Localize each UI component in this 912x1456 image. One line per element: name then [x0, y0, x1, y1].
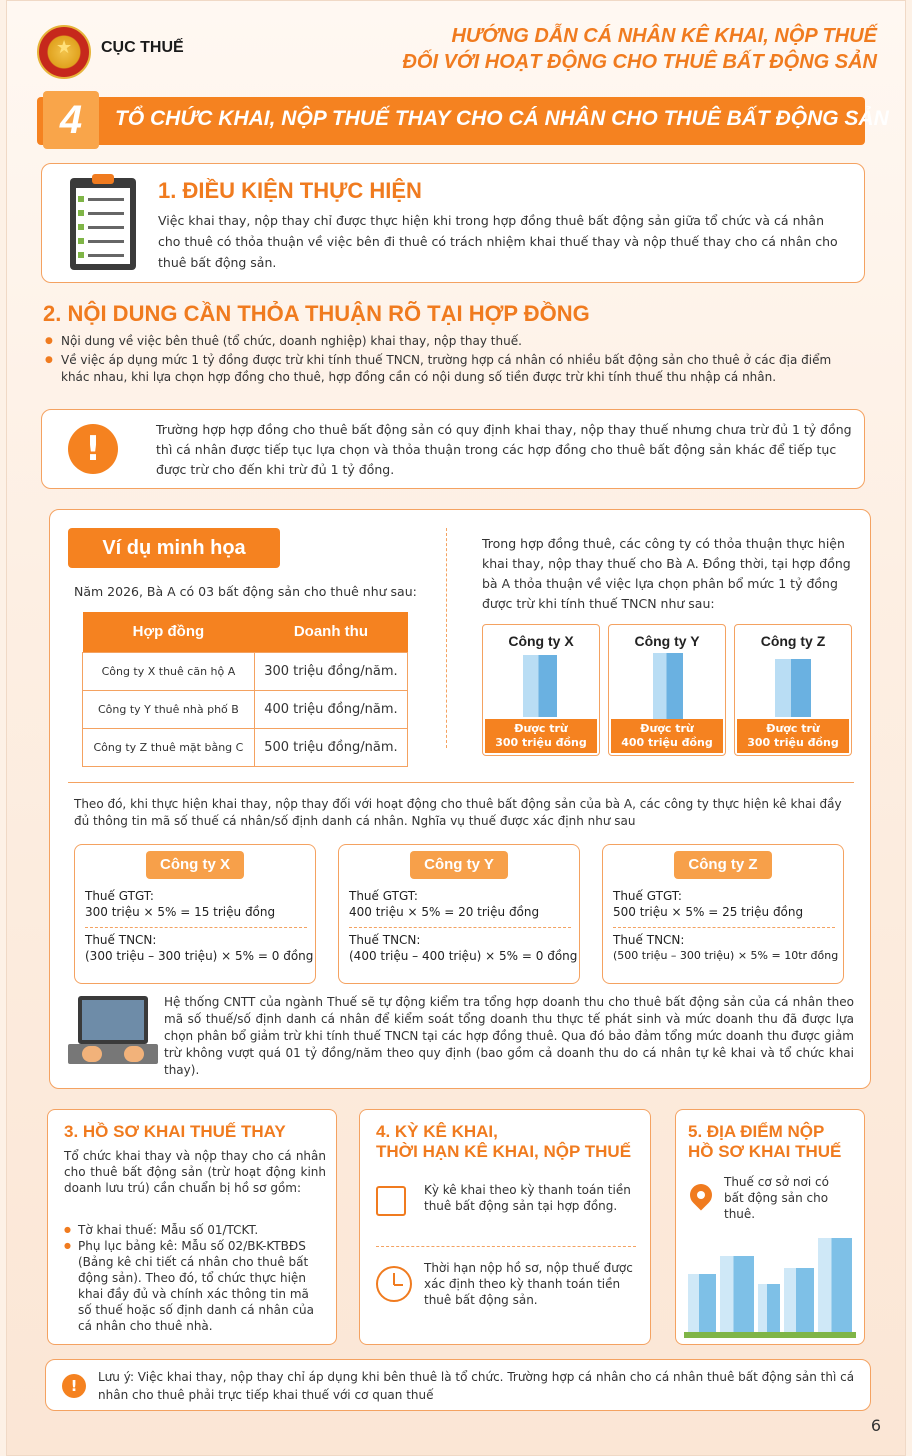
clock-icon	[376, 1266, 412, 1302]
table-row	[83, 652, 408, 690]
building-icon	[775, 659, 811, 717]
conditions-title: 1. ĐIỀU KIỆN THỰC HIỆN	[158, 178, 422, 203]
table-header-row	[83, 612, 408, 652]
page-number: 6	[870, 1416, 881, 1435]
section-title: TỔ CHỨC KHAI, NỘP THUẾ THAY CHO CÁ NHÂN CHO THUÊ BẤT ĐỘNG SẢN	[115, 107, 889, 130]
table-header: Hợp đồng	[83, 612, 255, 652]
section-banner	[37, 97, 889, 145]
revenue-cell: 400 triệu đồng/năm.	[254, 690, 407, 728]
pit-label: Thuế TNCN:	[85, 933, 157, 947]
tax-box	[74, 844, 316, 984]
tax-box-tag: Công ty Y	[410, 851, 508, 879]
clipboard-icon	[70, 178, 136, 270]
list-item: ● Nội dung về việc bên thuê (tổ chức, doanh nghiệp) khai thay, nộp thay thuế.	[43, 333, 863, 350]
contract-content-title: 2. NỘI DUNG CẦN THỎA THUẬN RÕ TẠI HỢP ĐỒNG	[43, 301, 590, 326]
revenue-table	[82, 612, 408, 767]
warning-box	[41, 409, 865, 489]
vat-value: 400 triệu × 5% = 20 triệu đồng	[349, 905, 540, 919]
section-number: 4	[43, 91, 99, 149]
pit-value: (400 triệu – 400 triệu) × 5% = 0 đồng	[349, 949, 578, 963]
list-item: ● Tờ khai thuế: Mẫu số 01/TCKT.	[64, 1222, 326, 1238]
warning-text: Trường hợp hợp đồng cho thuê bất động sản có quy định khai thay, nộp thay thuế nhưng chưa trừ đủ 1 tỷ đồng thì cá nhân được tiếp tục lựa chọn và thỏa thuận trong các hợp đồng cho thuê bất động sản khác để tiếp tục được trừ cho đến khi trừ đủ 1 tỷ đồng.	[156, 422, 852, 477]
filing-period-card	[359, 1109, 651, 1345]
dossier-intro: Tổ chức khai thay và nộp thay cho cá nhân cho thuê bất động sản (trừ hoạt động kinh doanh lưu trú) cần chuẩn bị hồ sơ gồm:	[64, 1149, 326, 1195]
filing-location-text: Thuế cơ sở nơi có bất động sản cho thuê.	[724, 1175, 829, 1221]
document-title	[402, 23, 877, 75]
deduction-label: Được trừ 300 triệu đồng	[737, 719, 849, 753]
dossier-list	[64, 1222, 326, 1334]
company-name: Công ty X	[508, 633, 574, 649]
table-header: Doanh thu	[254, 612, 407, 652]
company-name: Công ty Y	[634, 633, 700, 649]
city-buildings-icon	[684, 1234, 856, 1334]
example-intro: Năm 2026, Bà A có 03 bất động sản cho thuê như sau:	[74, 584, 417, 599]
vat-value: 300 triệu × 5% = 15 triệu đồng	[85, 905, 276, 919]
pit-label: Thuế TNCN:	[349, 933, 421, 947]
note-text: Lưu ý: Việc khai thay, nộp thay chỉ áp dụng khi bên thuê là tổ chức. Trường hợp cá nhân cho cá nhân thuê bất động sản thì cá nhân cho thuê phải trực tiếp khai thuế với cơ quan thuế	[98, 1370, 855, 1402]
filing-location-title-line1: 5. ĐỊA ĐIỂM NỘP	[688, 1122, 825, 1141]
divider	[376, 1246, 636, 1247]
deduction-label: Được trừ 400 triệu đồng	[611, 719, 723, 753]
tax-box-tag: Công ty Z	[674, 851, 772, 879]
table-row	[83, 728, 408, 766]
exclamation-icon: !	[68, 424, 118, 474]
company-card	[734, 624, 852, 756]
exclamation-icon: !	[62, 1374, 86, 1398]
it-system-text: Hệ thống CNTT của ngành Thuế sẽ tự động kiểm tra tổng hợp doanh thu cho thuê bất động sản của cá nhân theo mã số thuế/số định danh cá nhân để kiểm soát tổng doanh thu thực tế phát sinh và mức doanh thu đã được lựa chọn phân bổ giảm trừ khi tính thuế TNCN tại các hợp đồng thuê. Qua đó bảo đảm tổng mức doanh thu được giảm trừ không vượt quá 01 tỷ đồng/năm theo quy định (bao gồm cả doanh thu do cá nhân tự kê khai và tổ chức khai thay).	[164, 995, 854, 1077]
dossier-card	[47, 1109, 337, 1345]
filing-period-title-line2: THỜI HẠN KÊ KHAI, NỘP THUẾ	[376, 1142, 632, 1161]
deadline-text: Thời hạn nộp hồ sơ, nộp thuế được xác định theo kỳ thanh toán tiền thuê bất động sản.	[424, 1261, 633, 1307]
revenue-cell: 500 triệu đồng/năm.	[254, 728, 407, 766]
filing-location-title-line2: HỒ SƠ KHAI THUẾ	[688, 1142, 842, 1161]
conditions-body: Việc khai thay, nộp thay chỉ được thực hiện khi trong hợp đồng thuê bất động sản giữa tổ chức và cá nhân cho thuê có thỏa thuận về việc bên đi thuê có trách nhiệm khai thuế thay và nộp thuế thay cho cá nhân cho thuê bất động sản.	[158, 213, 838, 270]
filing-location-card	[675, 1109, 865, 1345]
vat-value: 500 triệu × 5% = 25 triệu đồng	[613, 905, 804, 919]
document-title-line1: HƯỚNG DẪN CÁ NHÂN KÊ KHAI, NỘP THUẾ	[451, 25, 877, 47]
vat-label: Thuế GTGT:	[613, 889, 682, 903]
document-title-line2: ĐỐI VỚI HOẠT ĐỘNG CHO THUÊ BẤT ĐỘNG SẢN	[402, 51, 877, 73]
calendar-icon	[376, 1186, 406, 1216]
tax-box	[602, 844, 844, 984]
deduction-label: Được trừ 300 triệu đồng	[485, 719, 597, 753]
example-note: Theo đó, khi thực hiện khai thay, nộp thay đối với hoạt động cho thuê bất động sản của bà A, các công ty thực hiện kê khai đầy đủ thông tin mã số thuế cá nhân/số định danh cá nhân. Nghĩa vụ thuế được xác định như sau	[74, 797, 842, 828]
vat-label: Thuế GTGT:	[349, 889, 418, 903]
company-card	[482, 624, 600, 756]
national-emblem-icon: ★	[37, 25, 91, 79]
divider	[446, 528, 447, 748]
tax-box-tag: Công ty X	[146, 851, 244, 879]
building-icon	[523, 655, 557, 717]
example-badge: Ví dụ minh họa	[68, 528, 280, 568]
filing-period-title-line1: 4. KỲ KÊ KHAI,	[376, 1122, 498, 1141]
revenue-cell: 300 triệu đồng/năm.	[254, 652, 407, 690]
pit-label: Thuế TNCN:	[613, 933, 685, 947]
table-row	[83, 690, 408, 728]
conditions-card	[41, 163, 865, 283]
list-item: ● Phụ lục bảng kê: Mẫu số 02/BK-KTBĐS (Bảng kê chi tiết cá nhân cho thuê bất động sản). Theo đó, tổ chức thực hiện khai đầy đủ và chính xác thông tin mã số thuế hoặc số định danh cá nhân của cá nhân cho thuê nhà.	[64, 1238, 326, 1334]
company-card	[608, 624, 726, 756]
divider	[68, 782, 854, 783]
vat-label: Thuế GTGT:	[85, 889, 154, 903]
building-icon	[653, 653, 683, 719]
example-card	[49, 509, 871, 1089]
tax-box	[338, 844, 580, 984]
contract-cell: Công ty Z thuê mặt bằng C	[83, 728, 255, 766]
contract-content-list	[43, 333, 863, 388]
contract-cell: Công ty X thuê căn hộ A	[83, 652, 255, 690]
header	[37, 23, 877, 83]
pit-value: (300 triệu – 300 triệu) × 5% = 0 đồng	[85, 949, 314, 963]
location-pin-icon	[685, 1179, 716, 1210]
laptop-icon	[68, 996, 158, 1076]
brand-name: CỤC THUẾ	[101, 39, 184, 56]
list-item: ● Về việc áp dụng mức 1 tỷ đồng được trừ khi tính thuế TNCN, trường hợp cá nhân có nhiều bất động sản cho thuê ở các địa điểm khác nhau, khi lựa chọn hợp đồng cho thuê, hợp đồng cần có nội dung số tiền được trừ khi tính thuế thu nhập cá nhân.	[43, 352, 863, 386]
page	[6, 0, 906, 1456]
company-name: Công ty Z	[760, 633, 826, 649]
filing-period-text: Kỳ kê khai theo kỳ thanh toán tiền thuê bất động sản tại hợp đồng.	[424, 1183, 631, 1213]
note-box	[45, 1359, 871, 1411]
example-agreement-text: Trong hợp đồng thuê, các công ty có thỏa thuận thực hiện khai thay, nộp thay thuế cho Bà A. Đồng thời, tại hợp đồng bà A thỏa thuận về việc lựa chọn phân bổ mức 1 tỷ đồng được trừ khi tính thuế TNCN như sau:	[482, 536, 851, 611]
pit-value: (500 triệu – 300 triệu) × 5% = 10tr đồng	[613, 949, 839, 962]
dossier-title: 3. HỒ SƠ KHAI THUẾ THAY	[64, 1122, 286, 1141]
contract-cell: Công ty Y thuê nhà phố B	[83, 690, 255, 728]
